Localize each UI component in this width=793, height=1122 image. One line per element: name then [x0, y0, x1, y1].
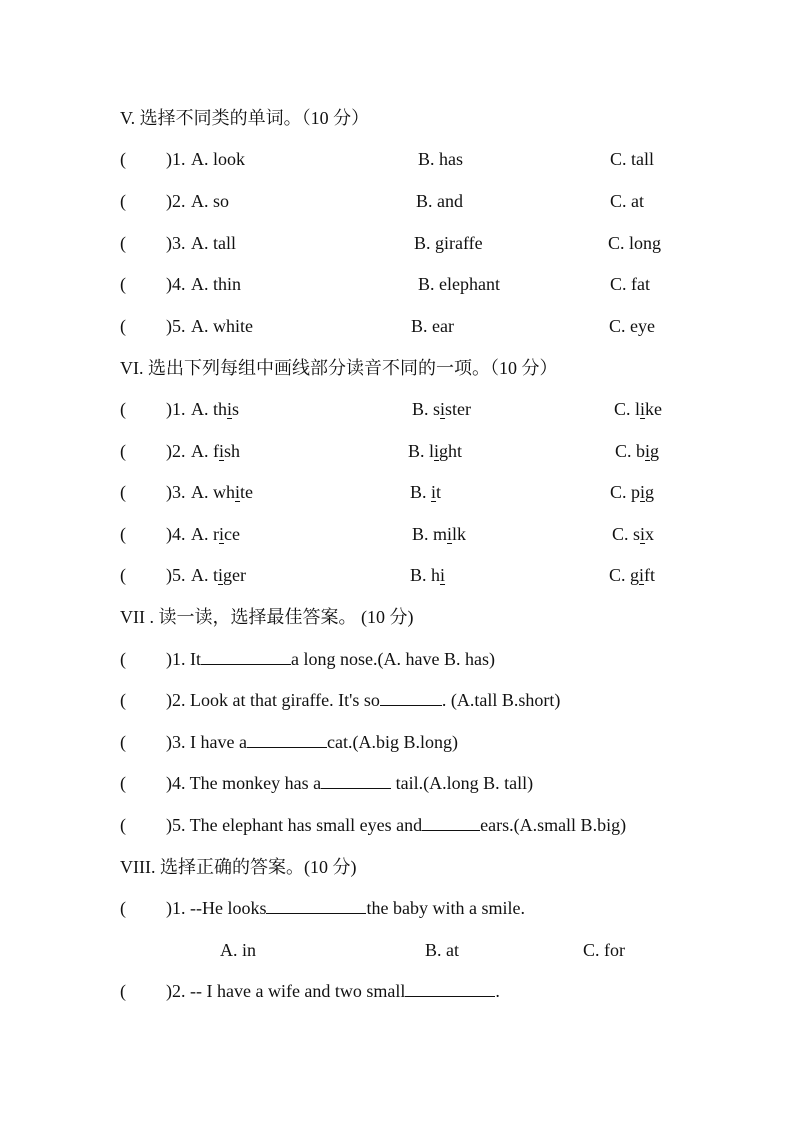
question-row: [0, 895, 793, 921]
option-c: C. fat: [610, 274, 650, 294]
section-vi-heading-line: [0, 355, 793, 381]
question-stem: )3. I have a: [166, 732, 247, 752]
question-stem: )1. It: [166, 649, 201, 669]
answer-paren: (: [120, 773, 126, 793]
question-row: [0, 562, 793, 588]
question-row: [0, 812, 793, 838]
option-a: [191, 396, 239, 422]
option-text: C. p: [610, 482, 641, 502]
underlined-letter: i: [440, 565, 446, 585]
answer-paren: (: [120, 649, 126, 669]
option-text: C. g: [609, 565, 640, 585]
underlined-letter: i: [640, 524, 646, 544]
section-v-heading-line: [0, 105, 793, 131]
answer-paren: (: [120, 815, 126, 835]
option-a: A. so: [191, 191, 230, 211]
option-c: [610, 479, 654, 505]
option-b: B. and: [416, 191, 463, 211]
option-b: [412, 521, 466, 547]
section-heading: VIII. 选择正确的答案。(10 分): [120, 857, 357, 877]
option-c: C. for: [583, 940, 625, 960]
option-b: B. elephant: [418, 274, 500, 294]
underlined-letter: i: [219, 524, 225, 544]
section-heading: VI. 选出下列每组中画线部分读音不同的一项。（10 分）: [120, 358, 558, 378]
underlined-letter: i: [431, 482, 437, 502]
options-row: [0, 937, 793, 963]
question-number: )2.: [166, 441, 186, 461]
question-stem: )2. Look at that giraffe. It's so: [166, 690, 380, 710]
question-tail: ears.(A.small B.big): [480, 815, 627, 835]
option-a: A. look: [191, 149, 245, 169]
question-tail: .: [495, 981, 500, 1001]
answer-blank[interactable]: [405, 978, 495, 997]
option-text: ger: [223, 565, 246, 585]
option-a: [191, 562, 246, 588]
answer-paren: (: [120, 565, 126, 585]
option-text: A. r: [191, 524, 219, 544]
question-text: [166, 729, 458, 755]
option-text: A. wh: [191, 482, 235, 502]
underlined-letter: i: [645, 441, 651, 461]
option-text: g: [650, 441, 660, 461]
option-b: B. at: [425, 940, 459, 960]
question-row: [0, 313, 793, 339]
section-heading: V. 选择不同类的单词。（10 分）: [120, 108, 370, 128]
option-c: C. at: [610, 191, 644, 211]
option-text: C. l: [614, 399, 641, 419]
option-text: s: [232, 399, 240, 419]
question-row: [0, 978, 793, 1004]
answer-paren: (: [120, 399, 126, 419]
question-text: [166, 770, 533, 796]
option-b: B. giraffe: [414, 233, 483, 253]
question-tail: tail.(A.long B. tall): [391, 773, 534, 793]
option-a: A. in: [220, 940, 256, 960]
question-row: [0, 188, 793, 214]
question-stem: )5. The elephant has small eyes and: [166, 815, 423, 835]
option-text: sh: [224, 441, 241, 461]
answer-paren: (: [120, 149, 126, 169]
option-b: [412, 396, 471, 422]
answer-paren: (: [120, 274, 126, 294]
option-b: B. ear: [411, 316, 454, 336]
option-b: [410, 562, 445, 588]
underlined-letter: i: [640, 482, 646, 502]
option-text: B. l: [408, 441, 435, 461]
question-row: [0, 479, 793, 505]
option-c: [612, 521, 654, 547]
option-text: A. f: [191, 441, 219, 461]
option-a: [191, 521, 240, 547]
option-c: C. long: [608, 233, 662, 253]
answer-blank[interactable]: [247, 729, 327, 748]
underlined-letter: i: [440, 399, 446, 419]
underlined-letter: i: [227, 399, 233, 419]
question-row: [0, 230, 793, 256]
option-text: ce: [224, 524, 240, 544]
question-tail: the baby with a smile.: [366, 898, 525, 918]
question-tail: cat.(A.big B.long): [326, 732, 458, 752]
answer-paren: (: [120, 690, 126, 710]
question-text: [166, 895, 525, 921]
option-text: B. s: [412, 399, 441, 419]
option-text: B. m: [412, 524, 448, 544]
question-stem: )4. The monkey has a: [166, 773, 322, 793]
section-heading: VII . 读一读，选择最佳答案。 (10 分): [120, 607, 414, 627]
answer-blank[interactable]: [321, 770, 391, 789]
question-text: [166, 812, 626, 838]
answer-paren: (: [120, 732, 126, 752]
question-number: )1.: [166, 399, 186, 419]
option-text: C. s: [612, 524, 641, 544]
question-tail: a long nose.(A. have B. has): [291, 649, 495, 669]
option-c: [614, 396, 662, 422]
option-a: A. white: [191, 316, 253, 336]
option-text: A. t: [191, 565, 218, 585]
section-vii-heading-line: [0, 604, 793, 630]
question-row: [0, 438, 793, 464]
question-row: [0, 687, 793, 713]
question-number: )3.: [166, 233, 186, 253]
option-text: ght: [439, 441, 463, 461]
question-number: )2.: [166, 191, 186, 211]
section-viii-heading-line: [0, 854, 793, 880]
option-text: ft: [644, 565, 656, 585]
option-c: [615, 438, 659, 464]
question-number: )4.: [166, 274, 186, 294]
option-a: A. tall: [191, 233, 236, 253]
underlined-letter: i: [218, 565, 224, 585]
option-b: [408, 438, 462, 464]
underlined-letter: i: [235, 482, 241, 502]
answer-blank[interactable]: [422, 812, 480, 831]
answer-paren: (: [120, 524, 126, 544]
question-row: [0, 396, 793, 422]
question-stem: )2. -- I have a wife and two small: [166, 981, 406, 1001]
option-c: [609, 562, 655, 588]
option-text: ster: [445, 399, 472, 419]
option-text: g: [645, 482, 655, 502]
option-b: [410, 479, 441, 505]
question-number: )5.: [166, 565, 186, 585]
answer-paren: (: [120, 191, 126, 211]
option-c: C. tall: [610, 149, 654, 169]
option-a: [191, 479, 253, 505]
option-c: C. eye: [609, 316, 655, 336]
question-tail: . (A.tall B.short): [441, 690, 561, 710]
option-text: B. h: [410, 565, 441, 585]
question-row: [0, 729, 793, 755]
option-text: x: [645, 524, 655, 544]
underlined-letter: i: [639, 565, 645, 585]
option-a: A. thin: [191, 274, 242, 294]
question-number: )5.: [166, 316, 186, 336]
option-a: [191, 438, 240, 464]
question-number: )3.: [166, 482, 186, 502]
option-text: A. th: [191, 399, 227, 419]
option-text: lk: [452, 524, 467, 544]
option-text: B.: [410, 482, 432, 502]
question-row: [0, 770, 793, 796]
answer-paren: (: [120, 898, 126, 918]
question-row: [0, 521, 793, 547]
option-text: C. b: [615, 441, 646, 461]
answer-blank[interactable]: [266, 895, 366, 914]
underlined-letter: i: [219, 441, 225, 461]
question-number: )4.: [166, 524, 186, 544]
answer-paren: (: [120, 233, 126, 253]
question-text: [166, 687, 560, 713]
question-row: [0, 146, 793, 172]
answer-paren: (: [120, 441, 126, 461]
question-row: [0, 271, 793, 297]
option-text: te: [240, 482, 254, 502]
answer-paren: (: [120, 316, 126, 336]
option-text: t: [436, 482, 442, 502]
question-number: )1.: [166, 149, 186, 169]
underlined-letter: i: [434, 441, 440, 461]
underlined-letter: i: [640, 399, 646, 419]
question-stem: )1. --He looks: [166, 898, 267, 918]
option-text: ke: [645, 399, 663, 419]
question-text: [166, 978, 500, 1004]
answer-paren: (: [120, 981, 126, 1001]
answer-blank[interactable]: [201, 646, 291, 665]
answer-blank[interactable]: [380, 687, 442, 706]
underlined-letter: i: [447, 524, 453, 544]
question-row: [0, 646, 793, 672]
question-text: [166, 646, 495, 672]
option-b: B. has: [418, 149, 463, 169]
answer-paren: (: [120, 482, 126, 502]
